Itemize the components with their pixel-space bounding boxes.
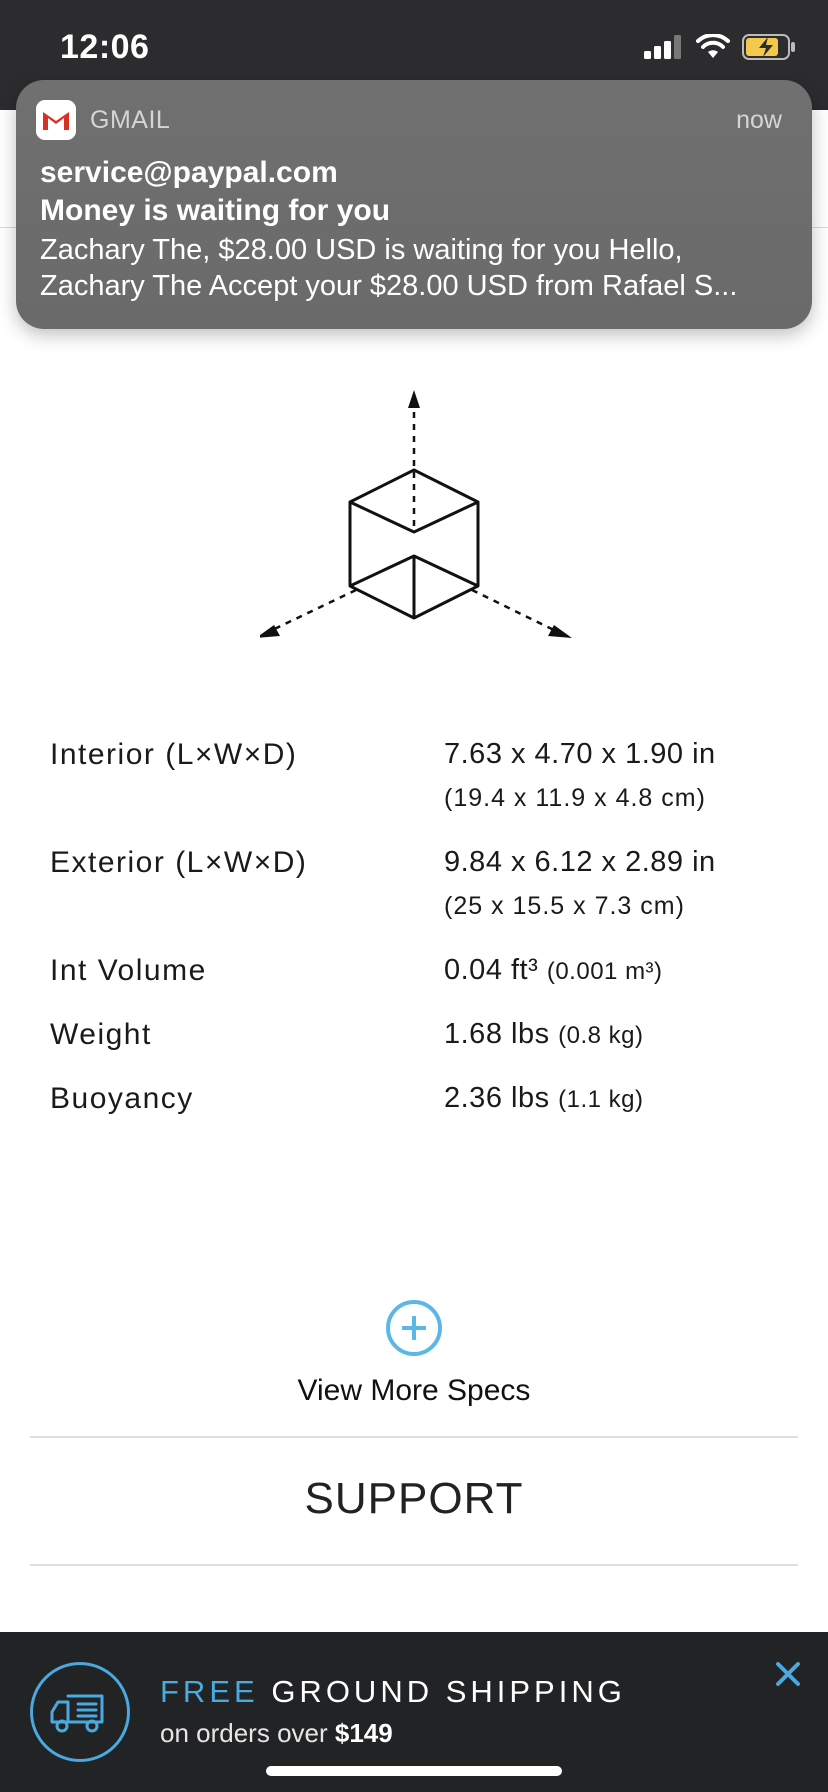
divider	[30, 1436, 798, 1438]
cellular-signal-icon	[644, 35, 684, 59]
spec-value-metric: (0.8 kg)	[558, 1022, 644, 1049]
spec-label: Exterior (L×W×D)	[50, 846, 308, 879]
spec-value-group	[444, 1018, 644, 1051]
spec-sub-value: (25 x 15.5 x 7.3 cm)	[444, 892, 685, 920]
dimensions-cube-icon	[260, 380, 580, 640]
notification-time: now	[736, 106, 782, 134]
spec-value: 7.63 x 4.70 x 1.90 in	[444, 738, 716, 770]
spec-value: 9.84 x 6.12 x 2.89 in	[444, 846, 716, 878]
shipping-subtitle	[160, 1718, 393, 1749]
close-icon[interactable]	[768, 1654, 808, 1694]
spec-label: Interior (L×W×D)	[50, 738, 298, 771]
spec-label: Buoyancy	[50, 1082, 194, 1115]
shipping-sub-prefix: on orders over	[160, 1718, 328, 1748]
gmail-icon	[36, 100, 76, 140]
shipping-title-rest: GROUND SHIPPING	[271, 1674, 626, 1709]
notification-app-name: GMAIL	[90, 106, 171, 134]
spec-value: 2.36 lbs	[444, 1082, 550, 1114]
notification-body: Zachary The, $28.00 USD is waiting for you Hello, Zachary The Accept your $28.00 USD from Rafael S...	[40, 234, 738, 302]
divider	[30, 1564, 798, 1566]
spec-value-metric: (0.001 m³)	[546, 958, 663, 985]
spec-value: 0.04 ft³	[444, 954, 539, 986]
notification-subject: Money is waiting for you	[40, 194, 391, 227]
gmail-notification[interactable]	[16, 80, 812, 329]
shipping-free-label: FREE	[160, 1674, 259, 1709]
notification-sender: service@paypal.com	[40, 156, 338, 189]
home-indicator[interactable]	[266, 1766, 562, 1776]
free-shipping-banner[interactable]	[0, 1632, 828, 1792]
spec-value-metric: (1.1 kg)	[558, 1086, 644, 1113]
status-time: 12:06	[60, 28, 150, 66]
spec-value-group	[444, 1082, 644, 1115]
truck-icon	[30, 1662, 130, 1762]
plus-circle-icon[interactable]	[386, 1300, 442, 1356]
view-more-specs-button[interactable]: View More Specs	[297, 1374, 531, 1407]
spec-label: Weight	[50, 1018, 152, 1051]
shipping-title	[160, 1674, 626, 1710]
wifi-icon	[696, 34, 730, 60]
spec-value: 1.68 lbs	[444, 1018, 550, 1050]
support-section-toggle[interactable]: SUPPORT	[304, 1474, 524, 1523]
spec-label: Int Volume	[50, 954, 207, 987]
battery-charging-icon	[742, 34, 796, 60]
shipping-threshold-price: $149	[334, 1718, 393, 1748]
spec-value-group	[444, 954, 663, 987]
status-icons	[644, 34, 796, 60]
spec-sub-value: (19.4 x 11.9 x 4.8 cm)	[444, 784, 706, 812]
